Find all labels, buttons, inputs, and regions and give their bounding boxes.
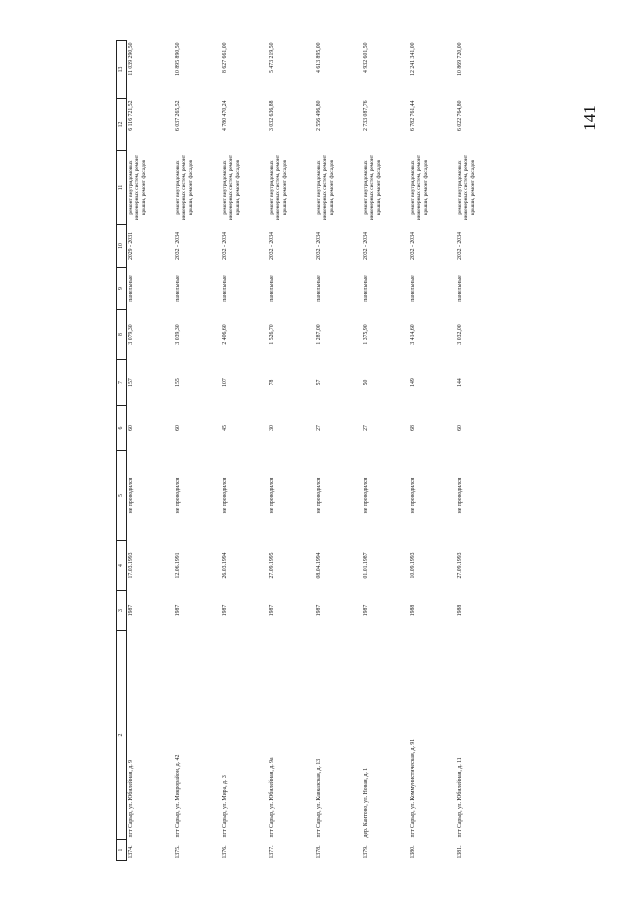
header-cell: 12: [117, 99, 127, 151]
col-6-value: 60: [128, 425, 134, 431]
header-cell: 3: [117, 591, 127, 631]
repair-works: ремонт внутридомовых инженерных систем, ремонт крыши, ремонт фасадов: [363, 154, 382, 221]
build-year: 1988: [457, 604, 463, 617]
last-repair: не проводился: [128, 477, 134, 514]
address: пгт Сарыр, ул. Коммунистическая, д. 91: [410, 738, 416, 838]
col-12-cost: 2 733 087,76: [363, 100, 369, 131]
header-cell: 5: [117, 451, 127, 541]
wall-material: панельные: [128, 275, 134, 302]
area: 3 079,30: [128, 324, 134, 345]
commission-date: 08.04.1994: [316, 552, 322, 579]
wall-material: панельные: [457, 275, 463, 302]
last-repair: не проводился: [222, 477, 228, 514]
last-repair: не проводился: [316, 477, 322, 514]
header-cell: 2: [117, 631, 127, 840]
col-6-value: 45: [222, 425, 228, 431]
col-13-cost: 10 895 890,50: [175, 42, 181, 76]
last-repair: не проводился: [175, 477, 181, 514]
table-row: [127, 41, 175, 861]
row-number: 1377.: [269, 845, 275, 859]
area: 3 032,00: [457, 324, 463, 345]
build-year: 1988: [410, 604, 416, 617]
col-7-value: 149: [410, 378, 416, 387]
table-row: [174, 41, 221, 861]
address: пгт Сарыр, ул. Юбилейная, д. 9а: [269, 757, 275, 838]
col-7-value: 78: [269, 379, 275, 386]
housing-repair-table: [116, 40, 503, 861]
build-year: 1987: [128, 604, 134, 617]
col-6-value: 60: [457, 425, 463, 431]
table-row: [362, 41, 409, 861]
area: 1 375,90: [363, 324, 369, 345]
address: пгт Сарыр, ул. Юбилейная, д. 9: [128, 760, 134, 838]
col-7-value: 57: [316, 379, 322, 386]
row-number: 1374.: [128, 845, 134, 859]
header-cell: 11: [117, 151, 127, 225]
col-6-value: 30: [269, 425, 275, 431]
repair-period: 2032 - 2034: [410, 231, 416, 261]
col-13-cost: 5 473 219,50: [269, 42, 275, 73]
col-7-value: 50: [363, 379, 369, 386]
commission-date: 27.09.1995: [269, 552, 275, 579]
rotated-page-content: [116, 41, 553, 861]
col-13-cost: 11 039 290,50: [128, 42, 134, 76]
col-7-value: 107: [222, 378, 228, 387]
col-12-cost: 4 780 470,24: [222, 100, 228, 131]
last-repair: не проводился: [269, 477, 275, 514]
repair-works: ремонт внутридомовых инженерных систем, ремонт крыши, ремонт фасадов: [175, 154, 194, 221]
col-6-value: 60: [175, 425, 181, 431]
table-row: [409, 41, 456, 861]
build-year: 1987: [269, 604, 275, 617]
col-13-cost: 4 932 601,50: [363, 42, 369, 73]
wall-material: панельные: [175, 275, 181, 302]
row-number: 1375.: [175, 845, 181, 859]
address: пгт Сарыр, ул. Кавказская, д. 13: [316, 758, 322, 838]
last-repair: не проводился: [410, 477, 416, 514]
repair-period: 2032 - 2034: [363, 231, 369, 261]
area: 1 526,70: [269, 324, 275, 345]
commission-date: 26.03.1994: [222, 552, 228, 579]
commission-date: 10.09.1993: [410, 552, 416, 579]
commission-date: 01.01.1987: [363, 552, 369, 579]
area: 1 287,00: [316, 324, 322, 345]
col-12-cost: 6 022 764,80: [457, 100, 463, 131]
col-13-cost: 12 241 341,00: [410, 42, 416, 76]
header-cell: 6: [117, 406, 127, 451]
header-cell: 1: [117, 840, 127, 861]
col-13-cost: 8 627 661,00: [222, 42, 228, 73]
repair-period: 2032 - 2034: [316, 231, 322, 261]
col-13-cost: 4 613 895,00: [316, 42, 322, 73]
col-12-cost: 3 032 636,88: [269, 100, 275, 131]
col-7-value: 155: [175, 378, 181, 387]
row-number: 1380.: [410, 845, 416, 859]
repair-works: ремонт внутридомовых инженерных систем, ремонт крыши, ремонт фасадов: [222, 154, 241, 221]
column-number-header: [117, 41, 127, 861]
table-row: [221, 41, 268, 861]
table-row: [268, 41, 315, 861]
repair-works: ремонт внутридомовых инженерных систем, ремонт крыши, ремонт фасадов: [316, 154, 335, 221]
commission-date: 17.03.1993: [128, 552, 134, 579]
header-cell: 10: [117, 225, 127, 268]
address: дер. Каитово, ул. Новая, д. 1: [363, 767, 369, 838]
wall-material: панельные: [222, 275, 228, 302]
last-repair: не проводился: [363, 477, 369, 514]
header-cell: 13: [117, 41, 127, 99]
header-cell: 4: [117, 541, 127, 591]
area: 3 039,30: [175, 324, 181, 345]
col-6-value: 27: [316, 425, 322, 431]
col-7-value: 157: [128, 378, 134, 387]
build-year: 1987: [175, 604, 181, 617]
repair-period: 2032 - 2034: [457, 231, 463, 261]
address: пгт Сарыр, ул. Мира, д. 3: [222, 775, 228, 838]
wall-material: панельные: [316, 275, 322, 302]
repair-period: 2032 - 2034: [175, 231, 181, 261]
repair-works: ремонт внутридомовых инженерных систем, ремонт крыши, ремонт фасадов: [410, 154, 429, 221]
col-6-value: 27: [363, 425, 369, 431]
row-number: 1379.: [363, 845, 369, 859]
build-year: 1987: [363, 604, 369, 617]
table-row: [456, 41, 503, 861]
area: 3 414,60: [410, 324, 416, 345]
row-number: 1381.: [457, 845, 463, 859]
row-number: 1376.: [222, 845, 228, 859]
header-cell: 8: [117, 310, 127, 360]
repair-works: ремонт внутридомовых инженерных систем, ремонт крыши, ремонт фасадов: [457, 154, 476, 221]
repair-works: ремонт внутридомовых инженерных систем, ремонт крыши, ремонт фасадов: [128, 154, 147, 221]
wall-material: панельные: [410, 275, 416, 302]
row-number: 1378.: [316, 845, 322, 859]
build-year: 1987: [222, 604, 228, 617]
col-12-cost: 6 116 721,52: [128, 100, 134, 131]
col-6-value: 68: [410, 425, 416, 431]
table-row: [315, 41, 362, 861]
col-12-cost: 2 556 496,80: [316, 100, 322, 131]
col-7-value: 144: [457, 378, 463, 387]
repair-period: 2032 - 2034: [269, 231, 275, 261]
build-year: 1987: [316, 604, 322, 617]
repair-works: ремонт внутридомовых инженерных систем, ремонт крыши, ремонт фасадов: [269, 154, 288, 221]
page-number: 141: [580, 105, 599, 131]
col-12-cost: 6 782 761,44: [410, 100, 416, 131]
address: пгт Сарыр, ул. Юбилейная, д. 11: [457, 757, 463, 838]
repair-period: 2029 - 2031: [128, 231, 134, 261]
wall-material: панельные: [269, 275, 275, 302]
col-12-cost: 6 037 265,52: [175, 100, 181, 131]
area: 2 406,60: [222, 324, 228, 345]
commission-date: 27.09.1993: [457, 552, 463, 579]
repair-period: 2032 - 2034: [222, 231, 228, 261]
last-repair: не проводился: [457, 477, 463, 514]
commission-date: 12.06.1991: [175, 552, 181, 579]
col-13-cost: 10 869 720,00: [457, 42, 463, 76]
wall-material: панельные: [363, 275, 369, 302]
header-cell: 9: [117, 268, 127, 310]
address: пгт Сарыр, ул. Микрорайон, д. 42: [175, 754, 181, 838]
header-cell: 7: [117, 360, 127, 406]
